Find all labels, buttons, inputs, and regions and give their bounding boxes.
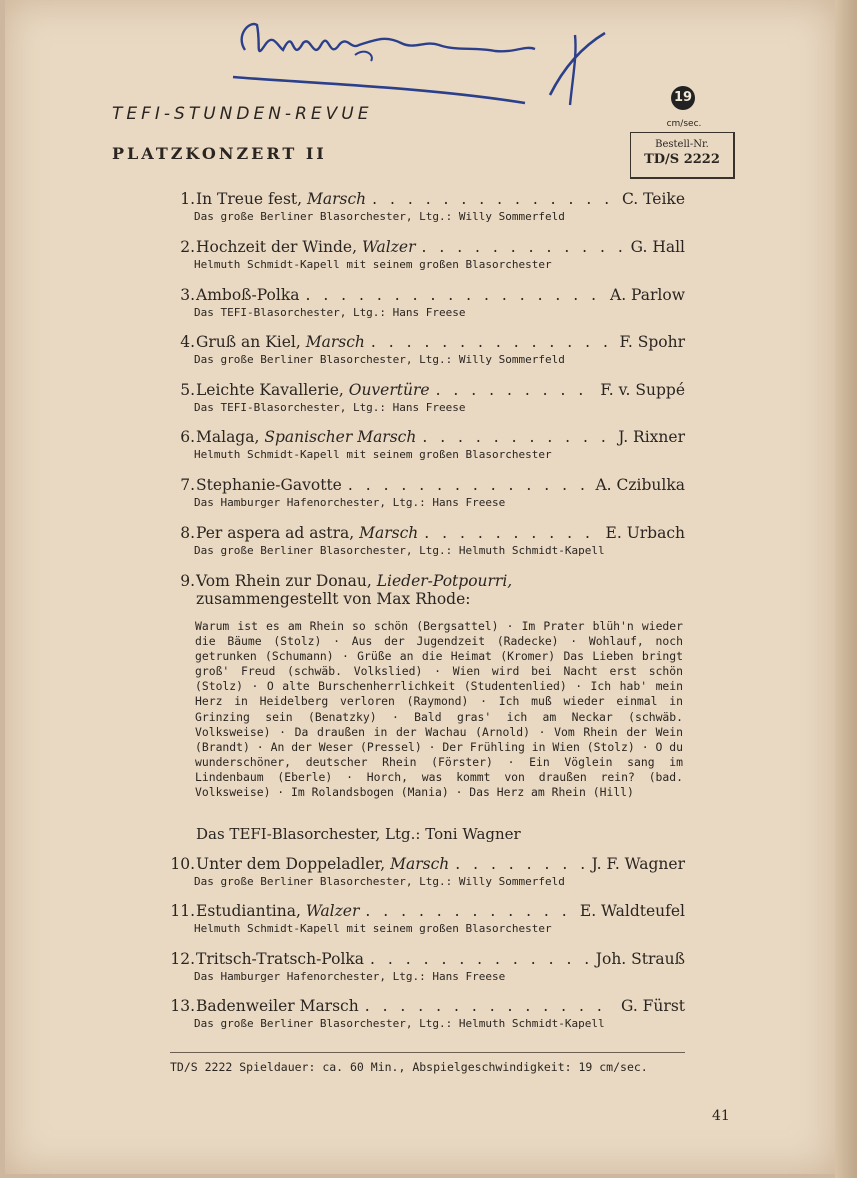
order-number: TD/S 2222	[644, 152, 720, 167]
track-item	[170, 333, 685, 366]
speed-badge: 19	[671, 86, 695, 110]
track-performer: Das TEFI-Blasorchester, Ltg.: Hans Freese	[194, 401, 466, 414]
track-performer: Das Hamburger Hafenorchester, Ltg.: Hans Freese	[194, 496, 506, 509]
track-performer: Helmuth Schmidt-Kapell mit seinem großen Blasorchester	[194, 258, 552, 271]
track-title: Badenweiler Marsch	[196, 997, 359, 1015]
track-item	[170, 902, 685, 935]
track-performer: Das große Berliner Blasorchester, Ltg.: Willy Sommerfeld	[194, 210, 565, 223]
track-title: Tritsch-Tratsch-Polka	[196, 950, 365, 968]
track-number: 2.	[180, 238, 195, 256]
track-subtitle: zusammengestellt von Max Rhode:	[196, 590, 471, 608]
track-item	[170, 428, 685, 461]
track-performer: Das große Berliner Blasorchester, Ltg.: Willy Sommerfeld	[194, 353, 565, 366]
track-title: Vom Rhein zur Donau, Lieder-Potpourri,	[196, 572, 513, 590]
track-title: Hochzeit der Winde, Walzer	[196, 238, 416, 256]
track-item	[170, 190, 685, 223]
track-item	[170, 572, 685, 608]
medley-list: Warum ist es am Rhein so schön (Bergsattel) · Im Prater blüh'n wieder die Bäume (Stolz) · Aus der Jugendzeit (Radecke) · Wohlauf, noch getrunken (Schumann) · Grüße an die Heimat (Kromer) Das Lieben bringt groß' Freud (schwäb. Volkslied) · Wien wird bei Nacht erst schön (Stolz) · O alte Burschenherrlichkeit (Studentenlied) · Ich hab' mein Herz in Heidelberg verloren (Raymond) · Ich muß wieder einmal in Grinzing sein (Benatzky) · Bald gras' ich am Neckar (schwäb. Volksweise) · Da draußen in der Wachau (Arnold) · Vom Rhein der Wein (Brandt) · An der Weser (Pressel) · Der Frühling in Wien (Stolz) · O du wunderschöner, deutscher Rhein (Förster) · Ein Vöglein sang im Lindenbaum (Eberle) · Horch, was kommt von draußen rein? (bad. Volksweise) · Im Rolandsbogen (Mania) · Das Herz am Rhein (Hill)	[195, 619, 683, 800]
track-composer: A. Parlow	[610, 286, 685, 304]
track-composer: A. Czibulka	[595, 476, 685, 494]
track-performer: Das Hamburger Hafenorchester, Ltg.: Hans Freese	[194, 970, 506, 983]
track-performer: Das große Berliner Blasorchester, Ltg.: Helmuth Schmidt-Kapell	[194, 1017, 605, 1030]
track-title: Amboß-Polka	[196, 286, 300, 304]
footer-divider	[170, 1052, 685, 1053]
track-title: In Treue fest, Marsch	[196, 190, 367, 208]
record-title: PLATZKONZERT II	[112, 144, 327, 163]
track-composer: Joh. Strauß	[595, 950, 685, 968]
track-item	[170, 997, 685, 1030]
track-number: 13.	[170, 997, 195, 1015]
track-title: Stephanie-Gavotte	[196, 476, 342, 494]
track-item	[170, 855, 685, 888]
track-title: Estudiantina, Walzer	[196, 902, 360, 920]
track-item	[170, 476, 685, 509]
footer-note: TD/S 2222 Spieldauer: ca. 60 Min., Abspielgeschwindigkeit: 19 cm/sec.	[170, 1060, 648, 1074]
track-title: Gruß an Kiel, Marsch	[196, 333, 365, 351]
track-title: Leichte Kavallerie, Ouvertüre	[196, 381, 430, 399]
track-composer: F. Spohr	[619, 333, 685, 351]
track-performer: Helmuth Schmidt-Kapell mit seinem großen Blasorchester	[194, 922, 552, 935]
track-number: 1.	[180, 190, 195, 208]
track-number: 5.	[180, 381, 195, 399]
track-composer: J. F. Wagner	[591, 855, 685, 873]
track-performer: Helmuth Schmidt-Kapell mit seinem großen Blasorchester	[194, 448, 552, 461]
track-item	[170, 286, 685, 319]
series-title: TEFI-STUNDEN-REVUE	[112, 104, 373, 124]
track-number: 9.	[180, 572, 195, 590]
track-item	[170, 524, 685, 557]
track-number: 7.	[180, 476, 195, 494]
track-composer: G. Fürst	[620, 997, 685, 1015]
track-number: 12.	[170, 950, 195, 968]
track-number: 4.	[180, 333, 195, 351]
track-performer: Das TEFI-Blasorchester, Ltg.: Hans Freese	[194, 306, 466, 319]
track-number: 6.	[180, 428, 195, 446]
track-item	[170, 381, 685, 414]
track-title: Malaga, Spanischer Marsch	[196, 428, 417, 446]
order-label: Bestell-Nr.	[655, 139, 709, 150]
track-composer: C. Teike	[622, 190, 685, 208]
track-number: 11.	[170, 902, 195, 920]
track-performer: Das große Berliner Blasorchester, Ltg.: Willy Sommerfeld	[194, 875, 565, 888]
track-composer: E. Urbach	[605, 524, 685, 542]
speed-unit: cm/sec.	[666, 119, 702, 129]
track-composer: G. Hall	[630, 238, 685, 256]
track-item	[170, 238, 685, 271]
track-performer: Das TEFI-Blasorchester, Ltg.: Toni Wagner	[196, 825, 521, 843]
track-performer: Das große Berliner Blasorchester, Ltg.: Helmuth Schmidt-Kapell	[194, 544, 605, 557]
track-number: 3.	[180, 286, 195, 304]
handwritten-signature	[225, 5, 635, 120]
track-number: 10.	[170, 855, 195, 873]
track-title: Per aspera ad astra, Marsch	[196, 524, 419, 542]
track-item	[170, 950, 685, 983]
track-composer: F. v. Suppé	[600, 381, 685, 399]
page-edge	[835, 0, 857, 1178]
page-number: 41	[712, 1108, 730, 1124]
track-composer: J. Rixner	[618, 428, 685, 446]
track-number: 8.	[180, 524, 195, 542]
track-composer: E. Waldteufel	[579, 902, 685, 920]
order-number-box	[630, 132, 735, 179]
track-title: Unter dem Doppeladler, Marsch	[196, 855, 450, 873]
